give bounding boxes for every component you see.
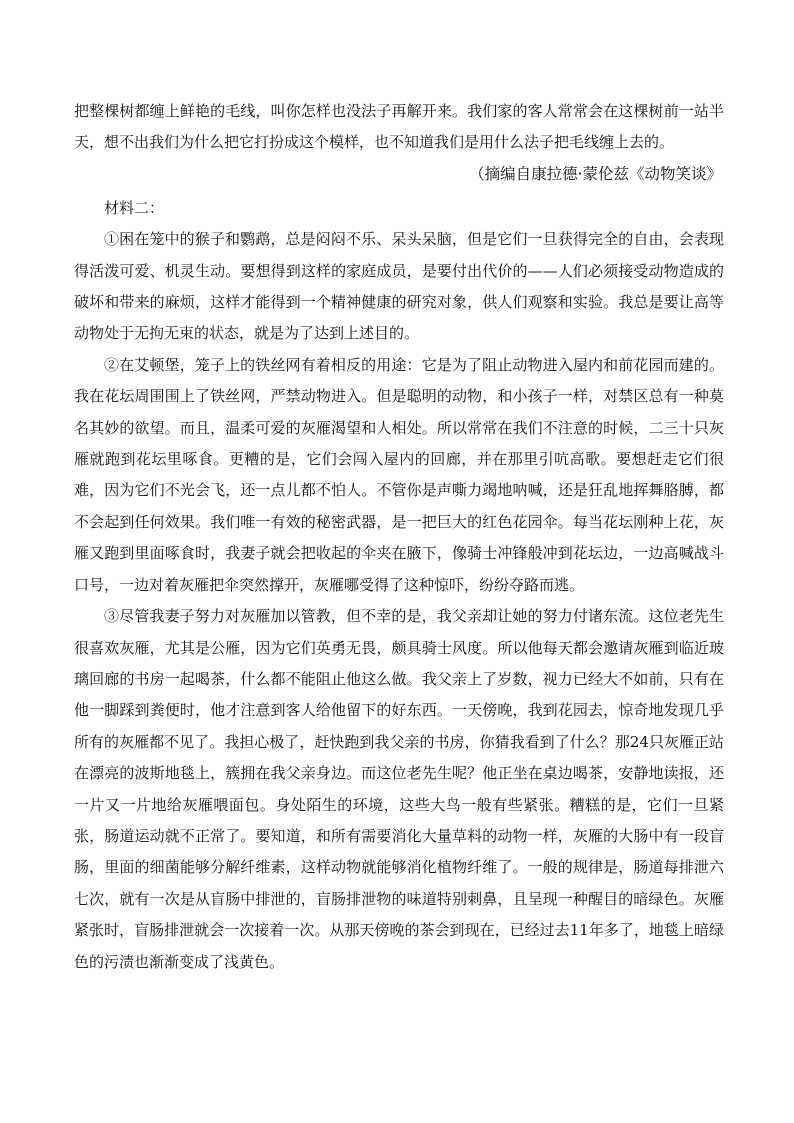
section-label: 材料二：	[104, 198, 165, 217]
paragraph-1: ①困在笼中的猴子和鹦鹉，总是闷闷不乐、呆头呆脑，但是它们一旦获得完全的自由，会表现得活泼可爱、机灵生动。要想得到这样的家庭成员，是要付出代价的——人们必须接受动物造成的破坏和带来的麻烦，这样才能得到一个精神健康的研究对象，供人们观察和实验。我总是要让高等动物处于无拘无束的状态，就是为了达到上述目的。	[74, 230, 724, 343]
citation: （摘编自康拉德·蒙伦兹《动物笑谈》	[469, 164, 722, 183]
document-page	[74, 96, 724, 978]
paragraph-3: ③尽管我妻子努力对灰雁加以管教，但不幸的是，我父亲却让她的努力付诸东流。这位老先生很喜欢灰雁，尤其是公雁，因为它们英勇无畏，颇具骑士风度。所以他每天都会邀请灰雁到临近玻璃回廊的书房一起喝茶，什么都不能阻止他这么做。我父亲上了岁数，视力已经大不如前，只有在他一脚踩到粪便时，他才注意到客人给他留下的好东西。一天傍晚，我到花园去，惊奇地发现几乎所有的灰雁都不见了。我担心极了，赶快跑到我父亲的书房，你猜我看到了什么？那24只灰雁正站在漂亮的波斯地毯上，簇拥在我父亲身边。而这位老先生呢？他正坐在桌边喝茶，安静地读报，还一片又一片地给灰雁喂面包。身处陌生的环境，这些大鸟一般有些紧张。糟糕的是，它们一旦紧张，肠道运动就不正常了。要知道，和所有需要消化大量草料的动物一样，灰雁的大肠中有一段盲肠，里面的细菌能够分解纤维素，这样动物就能够消化植物纤维了。一般的规律是，肠道每排泄六七次，就有一次是从盲肠中排泄的，盲肠排泄物的味道特别刺鼻，且呈现一种醒目的暗绿色。灰雁紧张时，盲肠排泄就会一次接着一次。从那天傍晚的茶会到现在，已经过去11年多了，地毯上暗绿色的污渍也渐渐变成了浅黄色。	[74, 607, 724, 971]
paragraph-2: ②在艾顿堡，笼子上的铁丝网有着相反的用途：它是为了阻止动物进入屋内和前花园而建的。我在花坛周围围上了铁丝网，严禁动物进入。但是聪明的动物，和小孩子一样，对禁区总有一种莫名其妙的欲望。而且，温柔可爱的灰雁渴望和人相处。所以常常在我们不注意的时候，二三十只灰雁就跑到花坛里啄食。更糟的是，它们会闯入屋内的回廊，并在那里引吭高歌。要想赶走它们很难，因为它们不光会飞，还一点儿都不怕人。不管你是声嘶力竭地呐喊，还是狂乱地挥舞胳膊，都不会起到任何效果。我们唯一有效的秘密武器，是一把巨大的红色花园伞。每当花坛刚种上花，灰雁又跑到里面啄食时，我妻子就会把收起的伞夹在腋下，像骑士冲锋般冲到花坛边，一边高喊战斗口号，一边对着灰雁把伞突然撑开，灰雁哪受得了这种惊吓，纷纷夺路而逃。	[74, 355, 724, 594]
intro-paragraph: 把整棵树都缠上鲜艳的毛线，叫你怎样也没法子再解开来。我们家的客人常常会在这棵树前一站半天，想不出我们为什么把它打扮成这个模样，也不知道我们是用什么法子把毛线缠上去的。	[74, 102, 724, 152]
